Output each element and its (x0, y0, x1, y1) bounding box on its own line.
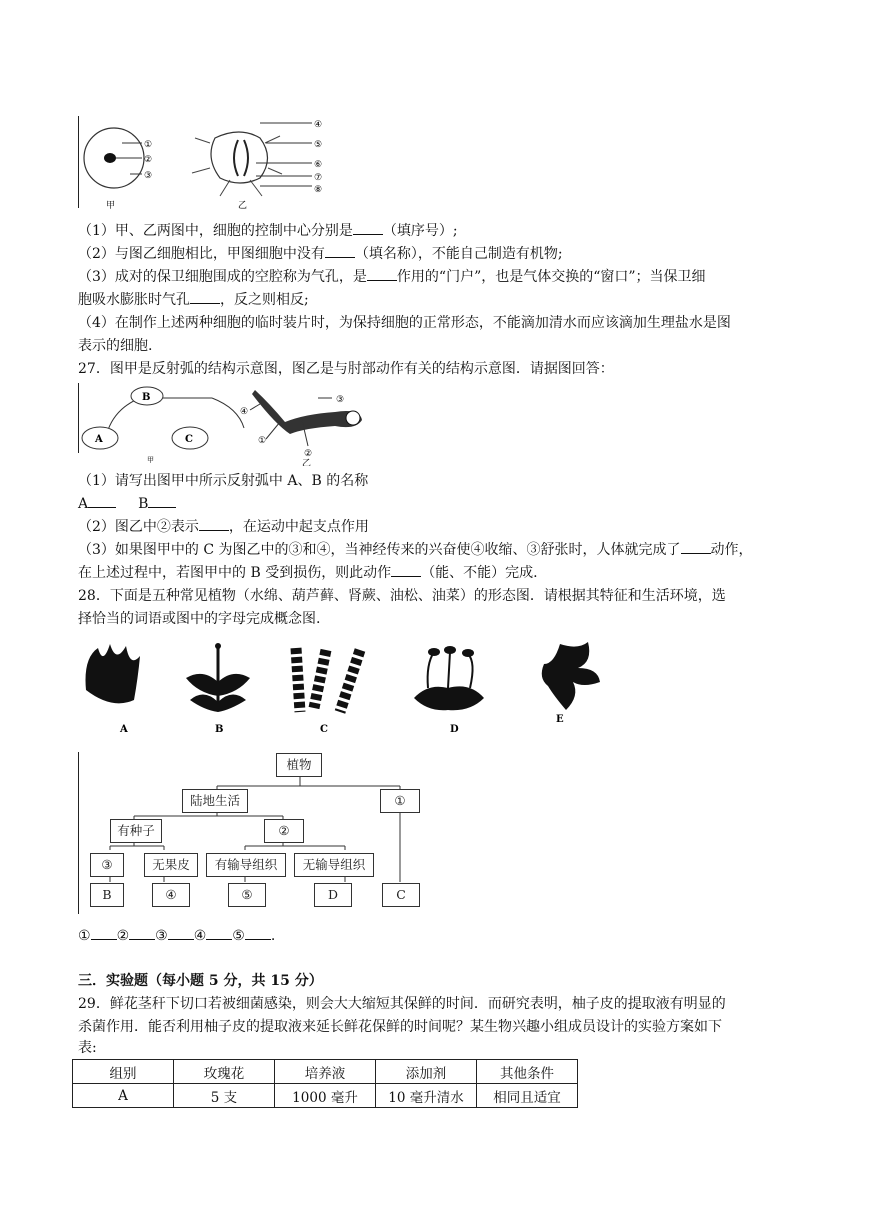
yi-mark-7: ⑦ (314, 173, 323, 183)
q27-sub-2: （2）图乙中②表示 ，在运动中起支点作用 (78, 516, 369, 538)
q27-sub-1: （1）请写出图甲中所示反射弧中 A、B 的名称 (78, 473, 369, 489)
node-c-label: C (185, 434, 193, 445)
reflex-arc-figure (80, 384, 380, 466)
jia-mark-2: ② (144, 155, 153, 165)
plant-d-image (414, 686, 484, 710)
q26-line-1: （1）甲、乙两图中，细胞的控制中心分别是 （填序号）; (78, 220, 458, 242)
fig-yi-label: 乙 (302, 459, 312, 466)
q27-sub-4: 在上述过程中，若图甲中的 B 受到损伤，则此动作 （能、不能）完成. (78, 562, 538, 584)
fig-jia-label: 甲 (147, 456, 154, 464)
concept-blank-4: ④ (152, 883, 190, 907)
table-cell: 5 支 (174, 1084, 275, 1108)
fig2-left-rule (78, 383, 79, 453)
q27-sub-3: （3）如果图甲中的 C 为图乙中的③和④，当神经传来的兴奋使④收缩、③舒张时，人体就完成了 动作， (78, 539, 753, 561)
table-header-cell: 组别 (73, 1060, 174, 1084)
plant-e-label: E (556, 714, 564, 725)
jia-mark-1: ① (144, 140, 153, 150)
q26-line-2: （2）与图乙细胞相比，甲图细胞中没有 （填名称），不能自己制造有机物; (78, 243, 563, 265)
yi-label: 乙 (238, 201, 248, 211)
concept-no-fruit: 无果皮 (144, 853, 198, 877)
q27-sub-1-answer: A B (78, 493, 176, 515)
table-cell: 1000 毫升 (275, 1084, 376, 1108)
q29-line-1: 29．鲜花茎秆下切口若被细菌感染，则会大大缩短其保鲜的时间．而研究表明，柚子皮的提取液有明显的 (78, 996, 726, 1012)
table-cell: A (73, 1084, 174, 1108)
figure-left-rule (78, 116, 79, 208)
section-3-title: 三．实验题（每小题 5 分，共 15 分） (78, 973, 323, 989)
concept-vascular: 有输导组织 (206, 853, 286, 877)
yi-mark-1: ① (258, 436, 267, 446)
yi-mark-4b: ④ (240, 407, 249, 417)
table-row (73, 1084, 578, 1108)
plant-e-image (542, 642, 600, 710)
table-cell: 相同且适宜 (477, 1084, 578, 1108)
table-header-cell: 添加剂 (376, 1060, 477, 1084)
experiment-table (72, 1059, 578, 1108)
yi-mark-5: ⑤ (314, 140, 323, 150)
table-cell: 10 毫升清水 (376, 1084, 477, 1108)
plant-a-label: A (120, 724, 128, 735)
table-header-cell: 其他条件 (477, 1060, 578, 1084)
jia-mark-3: ③ (144, 171, 153, 181)
concept-blank-5: ⑤ (228, 883, 266, 907)
plant-d-label: D (450, 724, 459, 735)
concept-blank-1: ① (380, 789, 420, 813)
table-header-cell: 培养液 (275, 1060, 376, 1084)
cell-diagram-figure (80, 118, 350, 214)
table-header-cell: 玫瑰花 (174, 1060, 275, 1084)
concept-d: D (314, 883, 352, 907)
node-b-label: B (142, 392, 151, 403)
concept-c: C (382, 883, 420, 907)
concept-no-vascular: 无输导组织 (294, 853, 374, 877)
yi-mark-6: ⑥ (314, 160, 323, 170)
concept-land: 陆地生活 (182, 789, 248, 813)
q28-stem-2: 择恰当的词语或图中的字母完成概念图. (78, 611, 321, 627)
node-a-label: A (95, 434, 103, 445)
concept-b: B (90, 883, 124, 907)
concept-left-rule (78, 752, 79, 914)
yi-mark-8: ⑧ (314, 185, 323, 195)
concept-root: 植物 (276, 753, 322, 777)
jia-label: 甲 (106, 201, 116, 211)
concept-seed: 有种子 (110, 819, 162, 843)
plant-a-image (86, 644, 141, 703)
q27-stem: 27．图甲是反射弧的结构示意图，图乙是与肘部动作有关的结构示意图．请据图回答： (78, 361, 614, 377)
q26-line-6: 表示的细胞. (78, 338, 153, 354)
animal-cell-nucleus (104, 153, 116, 163)
q26-line-5: （4）在制作上述两种细胞的临时装片时，为保持细胞的正常形态，不能滴加清水而应该滴加生理盐水是图 (78, 315, 731, 331)
plant-c-image (340, 650, 360, 712)
table-header-row (73, 1060, 578, 1084)
yi-mark-3: ③ (336, 395, 345, 405)
plant-c-label: C (320, 724, 328, 735)
q29-line-2: 杀菌作用．能否利用柚子皮的提取液来延长鲜花保鲜的时间呢？某生物兴趣小组成员设计的实验方案如下 (78, 1019, 722, 1035)
concept-blank-3: ③ (90, 853, 124, 877)
q28-answer-line: ① ② ③ ④ ⑤ . (78, 925, 275, 947)
yi-mark-4: ④ (314, 120, 323, 130)
q28-stem-1: 28．下面是五种常见植物（水绵、葫芦藓、肾蕨、油松、油菜）的形态图．请根据其特征和生活环境，选 (78, 588, 726, 604)
q29-line-3: 表: (78, 1040, 97, 1056)
q26-line-4: 胞吸水膨胀时气孔 ，反之则相反; (78, 289, 309, 311)
yi-mark-2: ② (304, 449, 313, 459)
concept-blank-2: ② (264, 819, 304, 843)
plant-b-label: B (215, 724, 224, 735)
plant-images-figure (78, 638, 618, 738)
q26-line-3: （3）成对的保卫细胞围成的空腔称为气孔，是 作用的“门户”，也是气体交换的“窗口”；当保卫细 (78, 266, 706, 288)
